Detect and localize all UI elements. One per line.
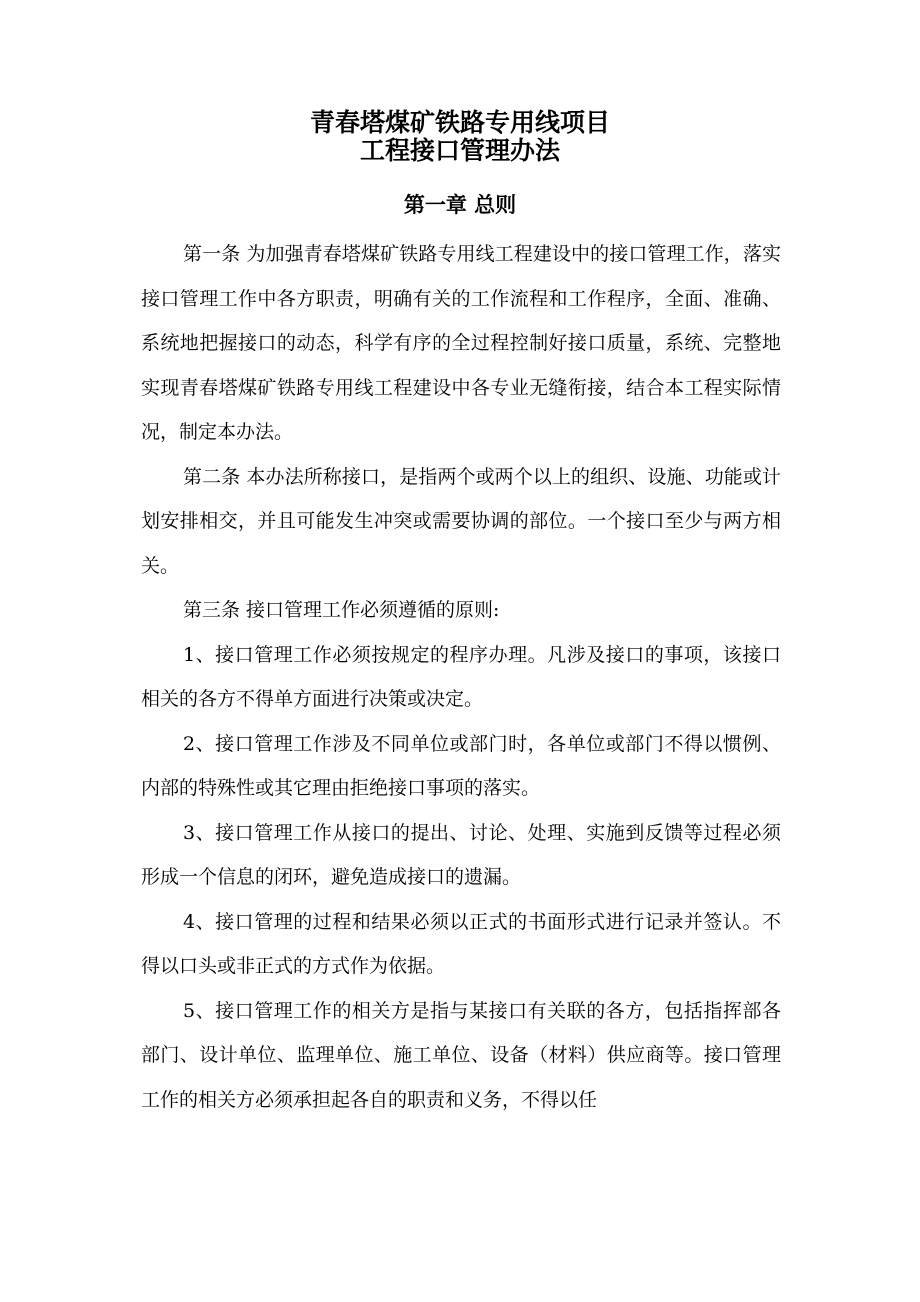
article-2-paragraph: 第二条 本办法所称接口，是指两个或两个以上的组织、设施、功能或计划安排相交，并且可能发生冲突或需要协调的部位。一个接口至少与两方相关。 bbox=[141, 465, 781, 577]
document-body bbox=[141, 232, 781, 1122]
principle-4-paragraph: 4、接口管理的过程和结果必须以正式的书面形式进行记录并签认。不得以口头或非正式的方式作为依据。 bbox=[141, 910, 781, 977]
principle-2-paragraph: 2、接口管理工作涉及不同单位或部门时，各单位或部门不得以惯例、内部的特殊性或其它理由拒绝接口事项的落实。 bbox=[141, 732, 781, 799]
article-3-paragraph: 第三条 接口管理工作必须遵循的原则: bbox=[183, 599, 500, 621]
document-title-line-2: 工程接口管理办法 bbox=[359, 136, 560, 165]
document-title-line-1: 青春塔煤矿铁路专用线项目 bbox=[309, 108, 610, 137]
article-1-paragraph: 第一条 为加强青春塔煤矿铁路专用线工程建设中的接口管理工作，落实接口管理工作中各方职责，明确有关的工作流程和工作程序，全面、准确、系统地把握接口的动态，科学有序的全过程控制好接口质量，系统、完整地实现青春塔煤矿铁路专用线工程建设中各专业无缝衔接，结合本工程实际情况，制定本办法。 bbox=[141, 243, 781, 443]
principle-1-paragraph: 1、接口管理工作必须按规定的程序办理。凡涉及接口的事项，该接口相关的各方不得单方面进行决策或决定。 bbox=[141, 643, 781, 710]
chapter-heading: 第一章 总则 bbox=[403, 192, 517, 217]
principle-5-paragraph: 5、接口管理工作的相关方是指与某接口有关联的各方，包括指挥部各部门、设计单位、监理单位、施工单位、设备（材料）供应商等。接口管理工作的相关方必须承担起各自的职责和义务，不得以任 bbox=[141, 999, 781, 1111]
principle-3-paragraph: 3、接口管理工作从接口的提出、讨论、处理、实施到反馈等过程必须形成一个信息的闭环，避免造成接口的遗漏。 bbox=[141, 821, 781, 888]
